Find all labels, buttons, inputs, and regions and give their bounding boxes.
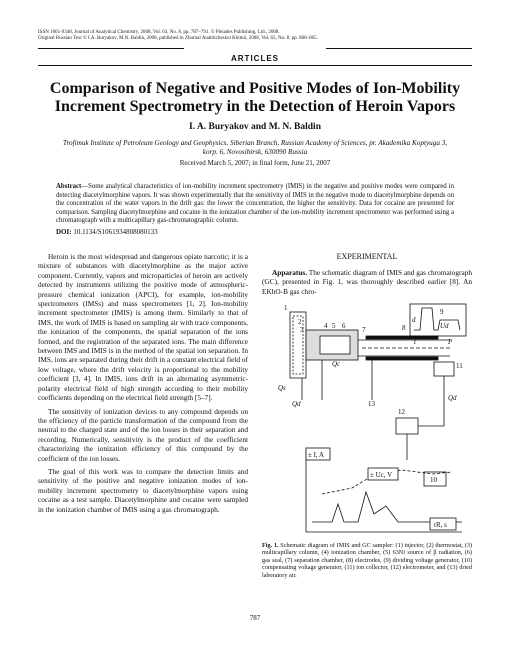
- label-p: P: [448, 338, 453, 346]
- label-1: 1: [284, 304, 288, 312]
- apparatus-label: Apparatus.: [272, 268, 308, 277]
- label-13: 13: [368, 400, 375, 408]
- header-line-2: Original Russian Text © I.A. Buryakov, M.N. Baldin, 2008, published in Zhurnal Analiticheskoi Khimii, 2008, Vol. 63, No. 8, pp. 860–865.: [38, 36, 318, 41]
- label-7: 7: [362, 326, 366, 334]
- abstract-text: —Some analytical characteristics of ion-mobility increment spectrometry (IMIS) in the negative and positive modes were compared in detecting diacetylmorphine vapors. It was shown experimentally that the sensitivity of IMIS in the negative mode to diacetylmorphine depends on the concentration of the water vapors in the drift gas: the lower the concentration, the higher the sensitivity. Data for cocaine are presented for comparison. Sampling diacetylmorphine and cocaine in the ionization chamber of the ion-mobility increment spectrometer was performed using a chromatograph with a multicapillary gas-chromatographic column.: [56, 183, 454, 224]
- ion-collector: [434, 362, 454, 376]
- figure-caption: [262, 542, 472, 579]
- apparatus-paragraph: [262, 268, 472, 296]
- label-8: 8: [402, 324, 406, 332]
- label-5: 5: [332, 322, 336, 330]
- section-label: ARTICLES: [231, 54, 279, 63]
- apparatus-text: The schematic diagram of IMIS and gas chromatograph (GC), presented in Fig. 1, was thoroughly described earlier [8]. An EKhO-B gas chro-: [262, 268, 472, 296]
- rule-under-articles: [38, 65, 472, 66]
- received-dates: Received March 5, 2007; in final form, June 21, 2007: [179, 159, 331, 167]
- authors: I. A. Buryakov and M. N. Baldin: [189, 122, 321, 132]
- left-column: [38, 252, 248, 518]
- waveform: [414, 308, 460, 330]
- label-qc: Qc: [332, 360, 341, 368]
- electrode-bottom: [366, 357, 438, 360]
- electrode-top: [366, 336, 438, 339]
- label-6: 6: [342, 322, 346, 330]
- affiliation: Trofimuk Institute of Petroleum Geology and Geophysics, Siberian Branch, Russian Academy of Sciences, pr. Akademika Koptyuga 3, korp. 6, Novosibirsk, 630090 Russia: [62, 139, 448, 156]
- label-11: 11: [456, 362, 463, 370]
- abstract: [56, 183, 454, 226]
- label-12: 12: [398, 408, 405, 416]
- label-tr-axis: tR, s: [434, 521, 447, 529]
- label-9: 9: [440, 308, 444, 316]
- paragraph-goal: The goal of this work was to compare the detection limits and sensitivity of the positive and negative ionization modes of ion-mobility increment spectrometry to diacetylmorphine vapors using cocaine as a test sample. Diacetylmorphine and cocaine were sampled in the ionization chamber of IMIS using a gas chromatograph.: [38, 466, 248, 514]
- caption-text: Schematic diagram of IMIS and GC sampler: (1) injector, (2) thermostat, (3) multicapillary column, (4) ionization chamber, (5) 63Ni source of β radiation, (6) gas seal, (7) separation chamber, (8) electrodes, (9) dividing voltage generator, (10) compensating voltage generator, (11) ion collector, (12) electrometer, and (13) dried laboratory air.: [262, 542, 473, 579]
- chamber-interior: [320, 336, 350, 354]
- figure-1-schematic: [262, 300, 472, 538]
- label-10: 10: [430, 476, 437, 484]
- electrometer: [396, 418, 418, 434]
- rule-right: [326, 48, 472, 49]
- label-uc-axis: ± Uc, V: [370, 471, 393, 479]
- journal-header: [38, 30, 318, 42]
- label-i-axis: ± I, A: [308, 451, 325, 459]
- abstract-label: Abstract: [56, 183, 82, 190]
- label-4: 4: [324, 322, 328, 330]
- label-ud: Ud: [440, 322, 449, 330]
- caption-label: Fig. 1.: [262, 542, 279, 549]
- label-t: t: [414, 338, 416, 346]
- label-qd: Qd: [292, 400, 301, 408]
- label-2: 2: [298, 318, 302, 326]
- rule-left: [38, 48, 184, 49]
- chromatogram-trace: [312, 492, 462, 522]
- label-qd2: Qd: [448, 394, 457, 402]
- doi: [56, 228, 158, 236]
- page-number: 787: [249, 614, 261, 622]
- doi-label: DOI:: [56, 228, 72, 236]
- experimental-heading: EXPERIMENTAL: [336, 252, 398, 261]
- label-qs: Qs: [278, 384, 286, 392]
- label-3: 3: [300, 326, 304, 334]
- header-line-1: ISSN 1061-9348, Journal of Analytical Chemistry, 2008, Vol. 63, No. 8, pp. 787–791. © Pleiades Publishing, Ltd., 2008.: [38, 30, 280, 35]
- article-title: Comparison of Negative and Positive Modes of Ion-Mobility Increment Spectrometry in the Detection of Heroin Vapors: [49, 80, 461, 115]
- paragraph-sensitivity: The sensitivity of ionization devices to any compound depends on the efficiency of the particle transformation of the compound from the neutral to the charged state and of the ion losses in their separation and recording. Numerically, sensitivity is the product of the coefficient characterizing the ionization efficiency of this compound by the coefficient of the ion losses.: [38, 406, 248, 463]
- doi-value: 10.1134/S1061934808080133: [73, 228, 158, 236]
- label-d: d: [412, 316, 416, 324]
- paragraph-intro: Heroin is the most widespread and dangerous opiate narcotic; it is a mixture of substances with diacetylmorphine as the major active component. Currently, vapors and microparticles of heroin are actively detected by instruments utilizing the positive mode of atmospheric-pressure chemical ionization (APCI), for example, ion-mobility spectrometers (IMSs) and mass spectrometers [1, 2]. Ion-mobility increment spectrometer (IMIS) is among them. Similarly to that of IMS, the work of IMIS is based on sampling air with trace components, the ionization of the components, the spatial separation of the ions formed, and the registration of the separated ions. The main difference between IMS and IMIS is in the method of the spatial ion separation. In IMS, ions are separated during their drift in a constant electrical field of low voltage, where the drift velocity is proportional to the mobility coefficient [3, 4]. In IMIS, ions drift in an alternating asymmetric-polarity electrical field of high strength according to their mobility coefficients depending on the electrical field strength [5–7].: [38, 252, 248, 403]
